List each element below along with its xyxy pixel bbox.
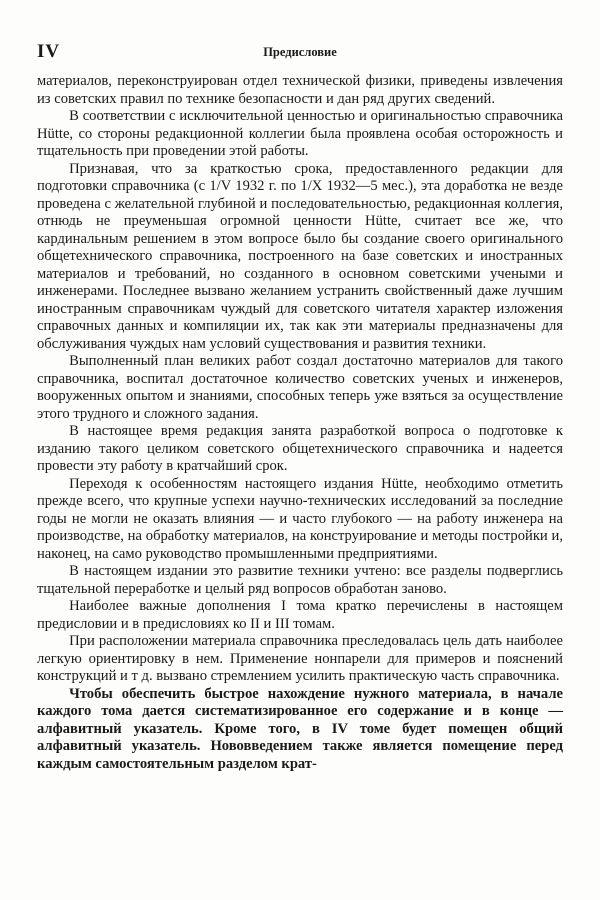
running-head [37,42,563,62]
paragraph: Чтобы обеспечить быстрое нахождение нужного материала, в начале каждого тома дается систематизированное его содержание и в конце — алфавитный указатель. Кроме того, в IV томе будет помещен общий алфавитный указатель. Нововведением также является помещение перед каждым самостоятельным разделом крат- [37,685,563,772]
paragraph: При расположении материала справочника преследовалась цель дать наиболее легкую ориентировку в нем. Применение нонпарели для примеров и пояснений конструкций и т д. вызвано стремлением усилить практическую часть справочника. [37,633,563,684]
body-text [37,73,563,773]
paragraph: Наиболее важные дополнения I тома кратко перечислены в настоящем предисловии и в предисловиях ко II и III томам. [37,598,563,632]
page-number: IV [37,41,61,62]
section-title: Предисловие [263,45,337,59]
paragraph: Признавая, что за краткостью срока, предоставленного редакции для подготовки справочника (с 1/V 1932 г. по 1/X 1932—5 мес.), эта доработка не везде проведена с желательной глубиной и последовательностью, редакционная коллегия, отнюдь не преуменьшая огромной ценности Hütte, считает все же, что кардинальным решением в этом вопросе было бы создание своего оригинального общетехнического справочника, построенного на базе советских и иностранных материалов и требований, но созданного в основном советскими учеными и инженерами. Последнее вызвано желанием устранить свойственный даже лучшим иностранным справочникам чуждый для советского читателя характер изложения справочных данных и компиляции их, так как эти материалы предназначены для обслуживания чуждых нам условий существования и развития техники. [37,160,563,352]
paragraph: В настоящем издании это развитие техники учтено: все разделы подверглись тщательной переработке и целый ряд вопросов обработан заново. [37,563,563,597]
paragraph: Выполненный план великих работ создал достаточно материалов для такого справочника, воспитал достаточное количество советских ученых и инженеров, вооруженных опытом и знаниями, способных теперь уже взяться за осуществление этого трудного и сложного задания. [37,353,563,422]
paragraph: материалов, переконструирован отдел технической физики, приведены извлечения из советских правил по технике безопасности и дан ряд других сведений. [37,73,563,107]
paragraph: В настоящее время редакция занята разработкой вопроса о подготовке к изданию такого целиком советского общетехнического справочника и надеется провести эту работу в кратчайший срок. [37,423,563,474]
paragraph: В соответствии с исключительной ценностью и оригинальностью справочника Hütte, со стороны редакционной коллегии была проявлена особая осторожность и тщательность при проведении этой работы. [37,108,563,159]
paragraph: Переходя к особенностям настоящего издания Hütte, необходимо отметить прежде всего, что крупные успехи научно-технических исследований за последние годы не могли не оказать влияния — и часто глубокого — на работу инженера на производстве, на обработку материалов, на конструирование и методы постройки и, наконец, на само руководство промышленными предприятиями. [37,475,563,562]
